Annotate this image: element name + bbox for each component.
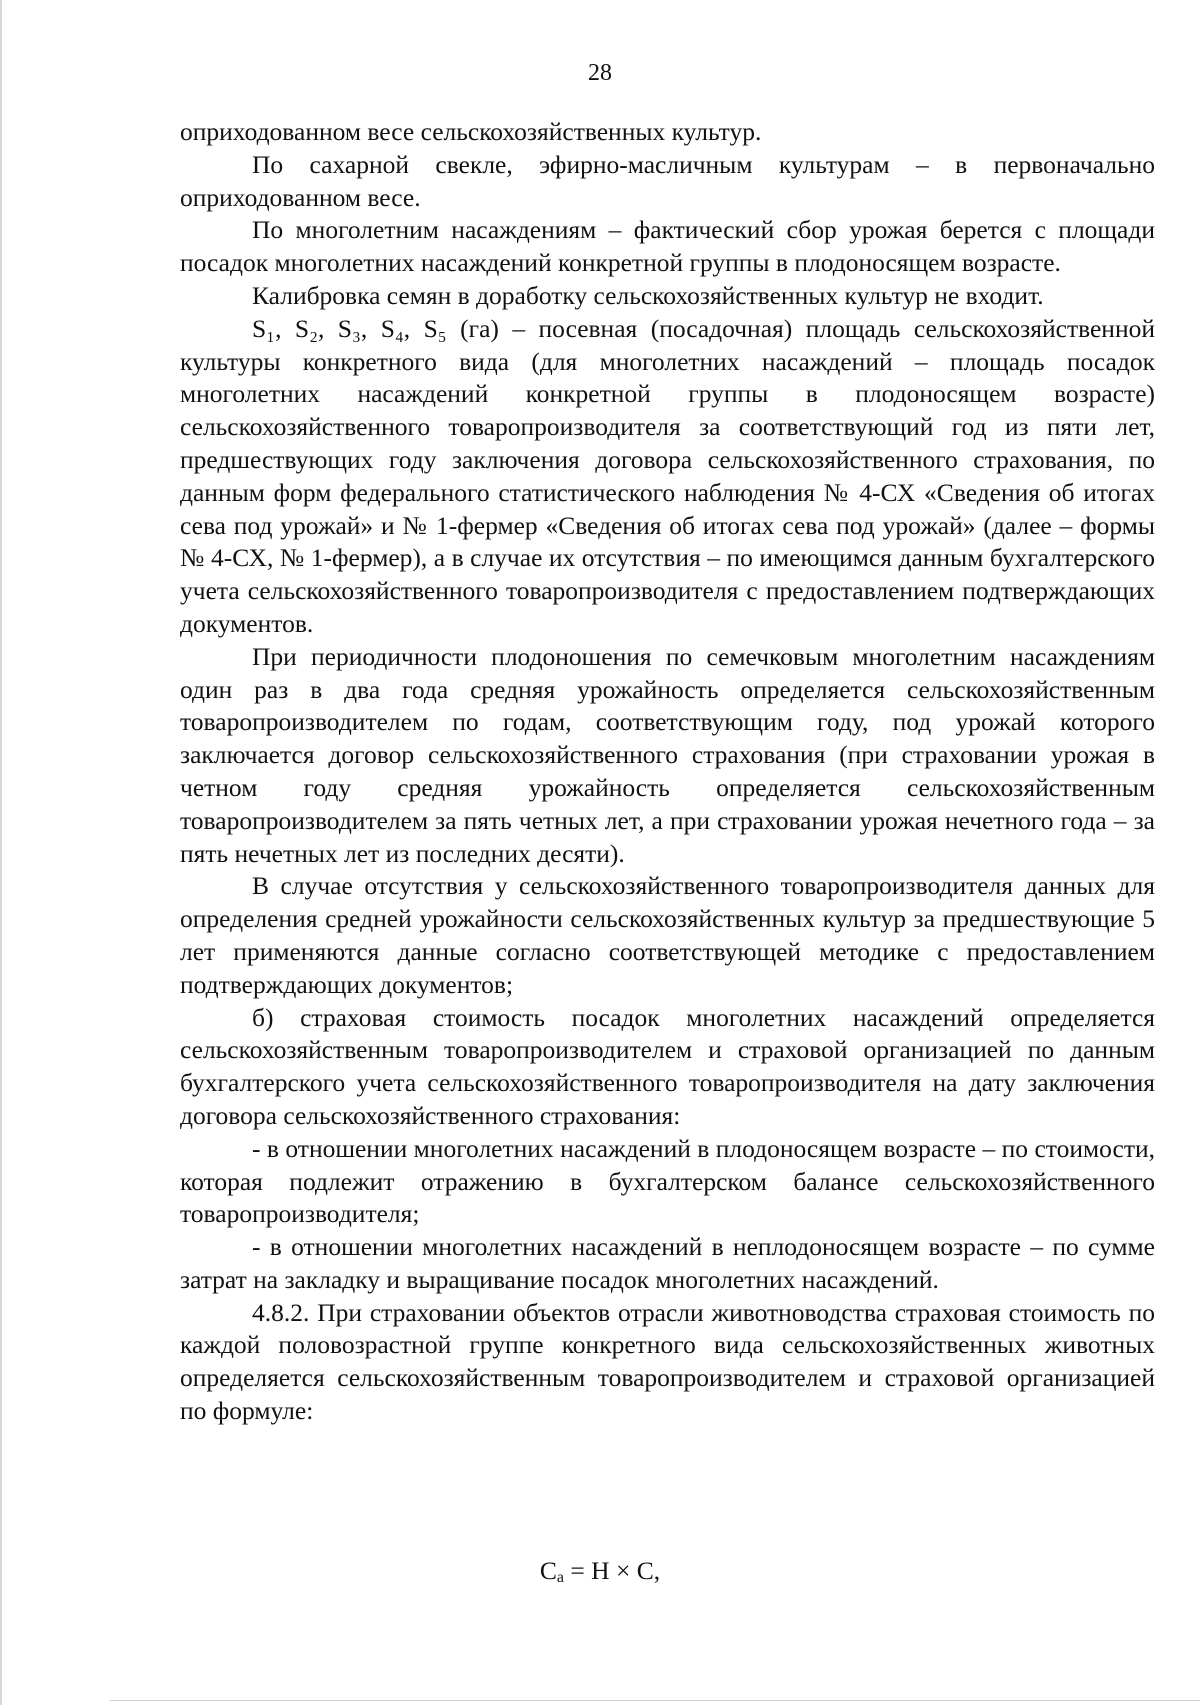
- paragraph-fruiting-periodicity: При периодичности плодоношения по семечковым многолетним насаждениям один раз в два года средняя урожайность определяется сельскохозяйственным товаропроизводителем по годам, соответствующим году, под урожай которого заключается договор сельскохозяйственного страхования (при страховании урожая в четном году средняя урожайность определяется сельскохозяйственным товаропроизводителем за пять четных лет, а при страховании урожая нечетного года – за пять нечетных лет из последних десяти).: [180, 641, 1155, 868]
- paragraph-livestock-insurance: 4.8.2. При страховании объектов отрасли животноводства страховая стоимость по каждой половозрастной группе конкретного вида сельскохозяйственных животных определяется сельскохозяйственным товаропроизводителем и страховой организацией по формуле:: [180, 1297, 1155, 1426]
- scan-edge-bottom: [110, 1700, 1200, 1701]
- paragraph-fruiting-age: - в отношении многолетних насаждений в плодоносящем возрасте – по стоимости, которая подлежит отражению в бухгалтерском балансе сельскохозяйственного товаропроизводителя;: [180, 1133, 1155, 1229]
- paragraph-seed-calibration: Калибровка семян в доработку сельскохозяйственных культур не входит.: [252, 280, 1044, 310]
- formula-lhs-subscript: a: [556, 1569, 565, 1586]
- paragraph-perennial-plantings: По многолетним насаждениям – фактический сбор урожая берется с площади посадок многолетних насаждений конкретной группы в плодоносящем возрасте.: [180, 215, 1155, 278]
- paragraph-non-fruiting-age: - в отношении многолетних насаждений в неплодоносящем возрасте – по сумме затрат на закладку и выращивание посадок многолетних насаждений.: [180, 1232, 1155, 1294]
- formula: [0, 1555, 1200, 1594]
- paragraph-insured-value-plantings: б) страховая стоимость посадок многолетних насаждений определяется сельскохозяйственным товаропроизводителем и страховой организацией по данным бухгалтерского учета сельскохозяйственного товаропроизводителя на дату заключения договора сельскохозяйственного страхования:: [180, 1002, 1155, 1130]
- scan-edge-left: [0, 0, 2, 1705]
- paragraph-sown-area-definition: S₁, S₂, S₃, S₄, S₅ (га) – посевная (посадочная) площадь сельскохозяйственной культуры конкретного вида (для многолетних насаждений – площадь посадок многолетних насаждений конкретной группы в плодоносящем возрасте) сельскохозяйственного товаропроизводителя за соответствующий год из пяти лет, предшествующих году заключения договора сельскохозяйственного страхования, по данным форм федерального статистического наблюдения № 4-СХ «Сведения об итогах сева под урожай» и № 1-фермер «Сведения об итогах сева под урожай» (далее – формы № 4-СХ, № 1-фермер), а в случае их отсутствия – по имеющимся данным бухгалтерского учета сельскохозяйственного товаропроизводителя с предоставлением подтверждающих документов.: [180, 313, 1155, 638]
- paragraph-missing-data: В случае отсутствия у сельскохозяйственного товаропроизводителя данных для определения средней урожайности сельскохозяйственных культур за предшествующие 5 лет применяются данные согласно соответствующей методике с предоставлением подтверждающих документов;: [180, 871, 1155, 999]
- paragraph-sugar-beet: По сахарной свекле, эфирно-масличным культурам – в первоначально оприходованном весе.: [180, 149, 1155, 212]
- formula-lhs: C: [539, 1556, 557, 1585]
- document-body: [180, 116, 1155, 1428]
- page-number: 28: [588, 60, 612, 86]
- paragraph-continuation: оприходованном весе сельскохозяйственных культур.: [180, 117, 762, 146]
- formula-rhs: = H × C,: [564, 1556, 661, 1585]
